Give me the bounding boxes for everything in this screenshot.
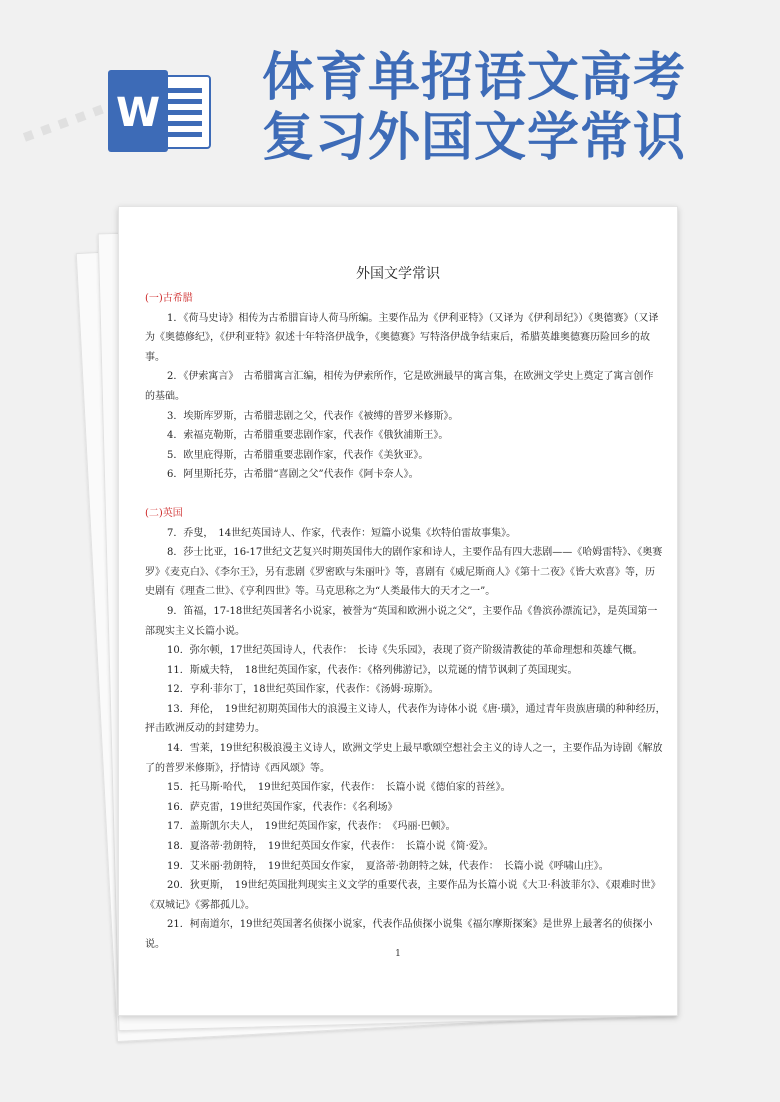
- list-item: 7．乔叟， 14世纪英国诗人、作家，代表作：短篇小说集《坎特伯雷故事集》。: [167, 527, 517, 539]
- watermark: ▪ ▪ ▪ ▪ ▪: [19, 97, 108, 148]
- section-heading-greece: (一)古希腊: [145, 293, 193, 304]
- list-item: 11．斯威夫特， 18世纪英国作家，代表作：《格列佛游记》，以荒诞的情节讽刺了英国现实。: [167, 664, 578, 676]
- list-item: 14．雪莱，19世纪积极浪漫主义诗人，欧洲文学史上最早歌颂空想社会主义的诗人之一，主要作品为诗剧《解放了的普罗米修斯》，抒情诗《西风颂》等。: [145, 743, 663, 774]
- list-item: 9．笛福，17-18世纪英国著名小说家，被誉为“英国和欧洲小说之父”，主要作品《鲁滨孙漂流记》，是英国第一部现实主义长篇小说。: [145, 605, 658, 637]
- list-item: 21．柯南道尔，19世纪英国著名侦探小说家，代表作品侦探小说集《福尔摩斯探案》是世界上最著名的侦探小说。: [145, 919, 653, 950]
- list-item: 20．狄更斯， 19世纪英国批判现实主义文学的重要代表，主要作品为长篇小说《大卫·科波菲尔》、《艰难时世》《双城记》《雾都孤儿》。: [145, 880, 661, 911]
- list-item: 18．夏洛蒂·勃朗特， 19世纪英国女作家，代表作： 长篇小说《简·爱》。: [167, 841, 494, 853]
- banner-title-line-2: 复习外国文学常识: [262, 108, 687, 168]
- list-item: 16．萨克雷，19世纪英国作家，代表作：《名利场》: [167, 801, 398, 813]
- list-item: 19．艾米丽·勃朗特， 19世纪英国女作家， 夏洛蒂·勃朗特之妹，代表作： 长篇小说《呼啸山庄》。: [167, 860, 609, 872]
- list-item: 17．盖斯凯尔夫人， 19世纪英国作家，代表作： 《玛丽·巴顿》。: [167, 821, 456, 833]
- document-title: 外国文学常识: [356, 266, 440, 282]
- logo-letter: W: [115, 90, 161, 136]
- section-heading-britain: (二)英国: [145, 507, 183, 519]
- list-item: 12．亨利·菲尔丁，18世纪英国作家，代表作：《汤姆·琼斯》。: [167, 684, 439, 696]
- banner-title-line-1: 体育单招语文高考: [262, 48, 687, 108]
- list-item: 6．阿里斯托芬，古希腊“喜剧之父”代表作《阿卡奈人》。: [167, 469, 419, 481]
- list-item: 4．索福克勒斯，古希腊重要悲剧作家，代表作《俄狄浦斯王》。: [167, 430, 449, 442]
- list-item: 15．托马斯·哈代， 19世纪英国作家，代表作： 长篇小说《德伯家的苔丝》。: [167, 782, 511, 794]
- list-item: 8．莎士比亚，16-17世纪文艺复兴时期英国伟大的剧作家和诗人，主要作品有四大悲剧——《哈姆雷特》、《奥赛罗》《麦克白》、《李尔王》，另有悲剧《罗密欧与朱丽叶》等，喜剧有《威尼斯商人》《第十二夜》《皆大欢喜》等，历史剧有《理查二世》、《亨利四世》等。马克思称之为“人类最伟大的天才之一”。: [145, 547, 663, 598]
- word-logo-icon: [108, 70, 214, 152]
- list-item: 10．弥尔顿，17世纪英国诗人，代表作： 长诗《失乐园》，表现了资产阶级清教徒的革命理想和英雄气概。: [167, 645, 643, 657]
- list-item: 1．《荷马史诗》相传为古希腊盲诗人荷马所编。主要作品为《伊利亚特》（又译为《伊利昂纪》）《奥德赛》（又译为《奥德修纪》，《伊利亚特》叙述十年特洛伊战争，《奥德赛》写特洛伊战争结束后，希腊英雄奥德赛历险回乡的故事。: [145, 312, 659, 363]
- list-item: 3．埃斯库罗斯，古希腊悲剧之父，代表作《被缚的普罗米修斯》。: [167, 410, 459, 422]
- document-body: [145, 289, 671, 955]
- list-item: 13．拜伦， 19世纪初期英国伟大的浪漫主义诗人，代表作为诗体小说《唐·璜》，通过青年贵族唐璜的种种经历， 抨击欧洲反动的封建势力。: [145, 703, 671, 735]
- list-item: 2．《伊索寓言》 古希腊寓言汇编，相传为伊索所作，它是欧洲最早的寓言集，在欧洲文学史上奠定了寓言创作的基础。: [145, 371, 654, 402]
- document-page: [118, 206, 678, 1016]
- banner-title: [262, 48, 686, 168]
- page-number: 1: [395, 949, 401, 959]
- list-item: 5．欧里庇得斯，古希腊重要悲剧作家，代表作《美狄亚》。: [167, 449, 429, 461]
